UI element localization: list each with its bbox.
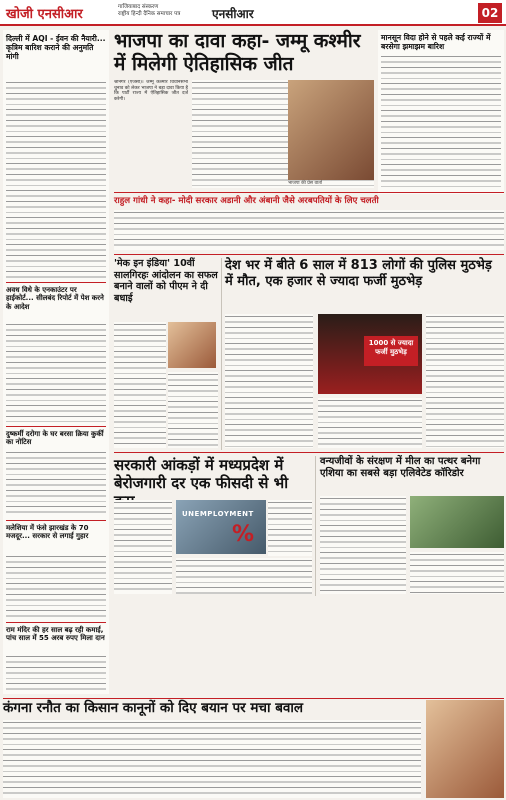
make-in-india-headline: 'मेक इन इंडिया' 10वीं सालगिरहः आंदोलन का सफल बनाने वालों को पीएम ने दी बधाई bbox=[114, 258, 218, 304]
unemployment-body bbox=[114, 500, 172, 594]
divider bbox=[6, 520, 106, 521]
story-body-kurki bbox=[6, 450, 106, 516]
encounter-graphic bbox=[318, 314, 422, 394]
graphic-line-1: 1000 से ज्यादा bbox=[368, 339, 414, 347]
kangana-headline: कंगना रनौत का किसान कानूनों को दिए बयान पर मचा बवाल bbox=[3, 700, 304, 716]
lead-photo bbox=[288, 80, 374, 180]
edition-tagline: राष्ट्रीय हिन्दी दैनिक समाचार पत्र bbox=[118, 11, 181, 17]
monsoon-headline: मानसून विदा होने से पहले कई राज्यों में बरसेगा झमाझम बारिश bbox=[381, 33, 491, 52]
edition-name: गाजियाबाद संस्करण bbox=[118, 4, 159, 10]
story-head-ram-mandir: राम मंदिर की हर साल बढ़ रही कमाई, पांच साल में 55 अरब रुपए मिला दान bbox=[6, 626, 105, 643]
make-in-india-body bbox=[114, 322, 166, 448]
story-body-aqi bbox=[6, 80, 106, 278]
make-in-india-body-2 bbox=[168, 372, 218, 448]
wildlife-photo bbox=[410, 496, 504, 548]
story-head-encounter: अवध विधे के एनकाउंटर पर हाईकोर्ट... सीलबंद रिपोर्ट में पेश करने के आदेश bbox=[6, 286, 104, 311]
divider bbox=[114, 254, 504, 255]
story-body-ram-mandir bbox=[6, 654, 106, 692]
divider bbox=[6, 622, 106, 623]
story-head-kurki: दुष्कर्मी दरोगा के घर बरसा क्रिया कुर्की का नोटिस bbox=[6, 430, 104, 447]
wildlife-body-2 bbox=[410, 552, 504, 594]
divider bbox=[6, 426, 106, 427]
lead-excerpt: श्रीनगर (एजेंसी)। जम्मू कश्मीर विधानसभा चुनाव को लेकर भाजपा ने बड़ा दावा किया है कि पार्टी राज्य में ऐतिहासिक जीत दर्ज करेगी। bbox=[114, 80, 188, 102]
page-number: 02 bbox=[478, 3, 502, 23]
graphic-line-2: फर्जी मुठभेड़ bbox=[375, 348, 407, 356]
wildlife-headline: वन्यजीवों के संरक्षण में मील का पत्थर बनेगा एशिया का सबसे बड़ा एलिवेटेड कॉरिडोर bbox=[320, 456, 481, 480]
story-head-malaysia: मलेशिया में फंसे झारखंड के 70 मजदूर... सरकार से लगाई गुहार bbox=[6, 524, 89, 541]
edition-meta bbox=[118, 4, 180, 18]
divider bbox=[6, 282, 106, 283]
story-body-encounter bbox=[6, 322, 106, 422]
lead-headline: भाजपा का दावा कहा- जम्मू कश्मीर में मिलेगी ऐतिहासिक जीत bbox=[114, 30, 361, 75]
unemployment-body-3 bbox=[268, 500, 312, 556]
divider bbox=[114, 192, 504, 193]
unemployment-body-2 bbox=[176, 558, 312, 594]
divider bbox=[114, 452, 504, 453]
police-body-2 bbox=[318, 398, 422, 448]
police-headline: देश भर में बीते 6 साल में 813 लोगों की पुलिस मुठभेड़ में मौत, एक हजार से ज्यादा फर्जी मुठभेड़ bbox=[225, 258, 492, 289]
rahul-body bbox=[114, 210, 504, 250]
police-body bbox=[225, 314, 313, 448]
story-head-aqi: दिल्ली में AQI - ईवन की नैयारी... कृत्रिम बारिश कराने की अनुमति मांगी bbox=[6, 34, 106, 61]
lead-photo-caption: भाजपा की प्रेस वार्ता bbox=[288, 181, 322, 186]
divider bbox=[315, 456, 316, 596]
story-body-malaysia bbox=[6, 554, 106, 618]
encounter-graphic-label bbox=[364, 336, 418, 366]
section-title: एनसीआर bbox=[212, 7, 254, 21]
modi-photo bbox=[168, 322, 216, 368]
divider bbox=[221, 258, 222, 450]
masthead bbox=[0, 0, 506, 26]
kangana-body bbox=[3, 720, 421, 798]
right-top-column bbox=[378, 30, 504, 194]
divider bbox=[3, 698, 504, 699]
wildlife-body bbox=[320, 496, 406, 594]
police-body-3 bbox=[426, 314, 504, 448]
unemployment-graphic bbox=[176, 500, 266, 554]
monsoon-body bbox=[381, 54, 501, 190]
rahul-headline: राहुल गांधी ने कहा- मोदी सरकार अडानी और अंबानी जैसे अरबपतियों के लिए चलती bbox=[114, 196, 379, 206]
left-column bbox=[3, 30, 109, 694]
unemployment-graphic-text: UNEMPLOYMENT bbox=[182, 510, 254, 518]
newspaper-brand: खोजी एनसीआर bbox=[6, 7, 83, 22]
unemployment-headline: सरकारी आंकड़ों में मध्यप्रदेश में बेरोजगारी दर एक फीसदी से भी bbox=[114, 456, 289, 492]
percent-icon: % bbox=[232, 522, 255, 547]
kangana-photo bbox=[426, 700, 504, 798]
